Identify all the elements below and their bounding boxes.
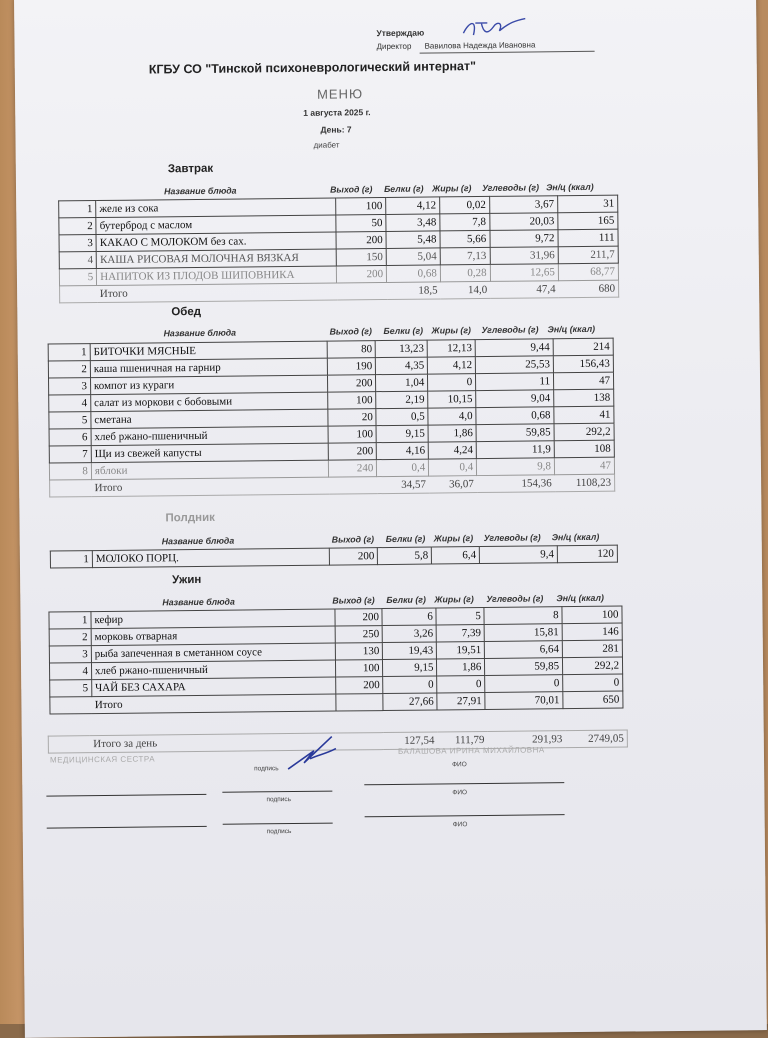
row-number: 5 <box>59 269 96 286</box>
row-number: 4 <box>49 395 91 412</box>
signature-line <box>223 823 333 825</box>
org-title: КГБУ СО "Тинской психоневрологический интернат" <box>148 59 477 77</box>
empty-cell <box>48 736 90 753</box>
day-total-fat: 111,79 <box>437 731 487 749</box>
protein-value: 4,35 <box>376 357 428 375</box>
section-title-snack: Полдник <box>165 511 215 525</box>
output-value: 100 <box>329 426 377 444</box>
carbs-value: 6,64 <box>485 641 563 659</box>
output-value: 200 <box>335 609 383 627</box>
breakfast-table <box>58 195 619 304</box>
protein-value: 0 <box>383 676 437 694</box>
dish-name: каша пшеничная на гарнир <box>90 358 328 377</box>
dish-name: сметана <box>91 409 329 428</box>
carbs-value: 0,68 <box>476 407 554 425</box>
row-number: 3 <box>59 235 96 252</box>
fat-value: 7,13 <box>440 247 490 265</box>
energy-value: 146 <box>562 623 622 641</box>
day-total-energy: 2749,05 <box>565 730 627 748</box>
protein-value: 4,12 <box>386 197 440 215</box>
signature-line <box>47 826 207 829</box>
protein-value: 1,04 <box>376 374 428 392</box>
fat-value: 4,24 <box>428 442 476 460</box>
dish-name: салат из моркови с бобовыми <box>91 392 329 411</box>
carbs-value: 9,4 <box>480 546 558 564</box>
fat-value: 10,15 <box>428 391 476 409</box>
col-output: Выход (г) <box>332 595 375 606</box>
total-fat: 14,0 <box>440 281 490 299</box>
col-carbs: Углеводы (г) <box>486 593 544 604</box>
protein-value: 9,15 <box>383 659 437 677</box>
empty-cell <box>337 282 387 300</box>
fat-value: 7,8 <box>440 213 490 231</box>
total-energy: 650 <box>563 691 623 709</box>
dish-name: желе из сока <box>96 198 336 218</box>
total-fat: 36,07 <box>429 476 477 494</box>
output-value: 20 <box>328 409 376 427</box>
protein-value: 0,4 <box>377 459 429 477</box>
energy-value: 138 <box>554 389 614 407</box>
dish-name: компот из кураги <box>90 375 328 394</box>
output-value: 150 <box>337 249 387 267</box>
sign-label-1: подпись <box>254 765 279 773</box>
fat-value: 0,28 <box>440 264 490 282</box>
snack-table <box>50 545 618 569</box>
total-protein: 34,57 <box>377 476 429 494</box>
carbs-value: 59,85 <box>476 424 554 442</box>
fio-label-2: ФИО <box>452 789 468 797</box>
director-label: Директор <box>376 41 412 52</box>
col-fat: Жиры (г) <box>431 325 471 336</box>
col-energy: Эн/ц (ккал) <box>545 181 594 193</box>
output-value: 200 <box>337 265 387 283</box>
fat-value: 6,4 <box>432 547 480 565</box>
director-line <box>420 51 595 54</box>
energy-value: 68,77 <box>558 263 618 281</box>
empty-cell <box>50 480 92 497</box>
energy-value: 31 <box>558 195 618 213</box>
carbs-value: 11,9 <box>476 441 554 459</box>
carbs-value: 9,72 <box>490 230 558 248</box>
total-carbs: 47,4 <box>490 281 558 299</box>
col-carbs: Углеводы (г) <box>481 182 540 193</box>
dish-name: хлеб ржано-пшеничный <box>91 660 335 680</box>
row-number: 8 <box>49 463 91 480</box>
empty-cell <box>329 477 377 495</box>
dish-name: морковь отварная <box>91 626 335 646</box>
output-value: 200 <box>335 677 383 695</box>
output-value: 200 <box>336 232 386 250</box>
dish-name: кефир <box>91 609 335 629</box>
row-number: 4 <box>49 663 91 680</box>
output-value: 200 <box>329 443 377 461</box>
sign-label-3: подпись <box>266 828 292 836</box>
energy-value: 292,2 <box>563 657 623 675</box>
fat-value: 0 <box>428 374 476 392</box>
protein-value: 5,04 <box>386 248 440 266</box>
fat-value: 0,4 <box>429 459 477 477</box>
energy-value: 111 <box>558 229 618 247</box>
row-number: 1 <box>59 201 96 218</box>
carbs-value: 25,53 <box>476 356 554 374</box>
energy-value: 165 <box>558 212 618 230</box>
row-number: 1 <box>48 344 90 361</box>
col-fat: Жиры (г) <box>431 183 472 194</box>
row-number: 5 <box>50 680 92 697</box>
output-value: 200 <box>328 375 376 393</box>
total-energy: 1108,23 <box>555 474 615 492</box>
approve-label: Утверждаю <box>376 27 425 39</box>
energy-value: 156,43 <box>553 355 613 373</box>
col-energy: Эн/ц (ккал) <box>551 531 600 543</box>
protein-value: 4,16 <box>377 442 429 460</box>
carbs-value: 31,96 <box>490 247 558 265</box>
menu-date: 1 августа 2025 г. <box>303 107 371 118</box>
row-number: 5 <box>49 412 91 429</box>
carbs-value: 59,85 <box>485 658 563 676</box>
row-number: 1 <box>50 551 92 568</box>
row-number: 2 <box>49 629 91 646</box>
col-dish: Название блюда <box>163 327 237 339</box>
empty-cell <box>335 694 383 712</box>
nurse-role: МЕДИЦИНСКАЯ СЕСТРА <box>49 754 156 765</box>
fat-value: 19,51 <box>437 641 485 659</box>
col-output: Выход (г) <box>331 534 375 545</box>
col-dish: Название блюда <box>164 185 237 197</box>
sign-label-2: подпись <box>266 796 292 804</box>
fio-label-3: ФИО <box>452 821 468 829</box>
signature-line <box>365 814 565 817</box>
total-protein: 18,5 <box>387 282 441 300</box>
dish-name: БИТОЧКИ МЯСНЫЕ <box>90 341 328 360</box>
col-fat: Жиры (г) <box>433 533 474 544</box>
carbs-value: 3,67 <box>489 196 557 214</box>
carbs-value: 9,8 <box>477 458 555 476</box>
row-number: 1 <box>49 612 91 629</box>
col-energy: Эн/ц (ккал) <box>547 323 596 335</box>
energy-value: 281 <box>562 640 622 658</box>
energy-value: 120 <box>557 545 617 563</box>
protein-value: 5,48 <box>386 231 440 249</box>
col-dish: Название блюда <box>161 535 235 547</box>
output-value: 100 <box>335 660 383 678</box>
protein-value: 3,26 <box>383 625 437 643</box>
total-protein: 27,66 <box>383 693 437 711</box>
director-signature <box>459 12 539 41</box>
dish-name: КАША РИСОВАЯ МОЛОЧНАЯ ВЯЗКАЯ <box>96 249 336 269</box>
col-carbs: Углеводы (г) <box>483 532 541 543</box>
output-value: 50 <box>336 215 386 233</box>
section-title-breakfast: Завтрак <box>167 162 214 176</box>
row-number: 7 <box>49 446 91 463</box>
protein-value: 9,15 <box>376 425 428 443</box>
total-label: Итого <box>97 283 337 303</box>
total-label: Итого <box>91 477 329 496</box>
protein-value: 19,43 <box>383 642 437 660</box>
col-dish: Название блюда <box>162 596 235 608</box>
dish-name: ЧАЙ БЕЗ САХАРА <box>92 677 336 697</box>
section-title-lunch: Обед <box>171 305 202 319</box>
col-protein: Белки (г) <box>385 533 426 545</box>
carbs-value: 9,04 <box>476 390 554 408</box>
energy-value: 292,2 <box>554 423 614 441</box>
col-energy: Эн/ц (ккал) <box>556 592 604 604</box>
col-protein: Белки (г) <box>383 183 424 195</box>
carbs-value: 0 <box>485 675 563 693</box>
energy-value: 0 <box>563 674 623 692</box>
fat-value: 7,39 <box>436 624 484 642</box>
carbs-value: 8 <box>484 607 562 625</box>
energy-value: 41 <box>554 406 614 424</box>
day-total-protein: 127,54 <box>383 732 437 750</box>
row-number: 2 <box>59 218 96 235</box>
signature-line <box>364 782 564 785</box>
energy-value: 47 <box>554 372 614 390</box>
row-number: 2 <box>48 361 90 378</box>
output-value: 100 <box>328 392 376 410</box>
carbs-value: 11 <box>476 373 554 391</box>
row-number: 4 <box>59 252 96 269</box>
energy-value: 100 <box>562 606 622 624</box>
dish-name: хлеб ржано-пшеничный <box>91 426 329 445</box>
empty-cell <box>60 286 97 303</box>
fat-value: 0,02 <box>440 196 490 214</box>
fat-value: 4,12 <box>428 357 476 375</box>
energy-value: 214 <box>553 338 613 356</box>
output-value: 240 <box>329 460 377 478</box>
lunch-table <box>48 338 616 498</box>
fio-label-1: ФИО <box>452 761 467 769</box>
protein-value: 5,8 <box>378 547 432 565</box>
output-value: 200 <box>330 548 378 566</box>
menu-diet: диабет <box>313 140 340 150</box>
dish-name: МОЛОКО ПОРЦ. <box>92 548 330 567</box>
output-value: 190 <box>328 358 376 376</box>
signature-line <box>222 791 332 793</box>
output-value: 130 <box>335 643 383 661</box>
director-name: Вавилова Надежда Ивановна <box>424 40 536 51</box>
energy-value: 47 <box>554 457 614 475</box>
energy-value: 108 <box>554 440 614 458</box>
protein-value: 3,48 <box>386 214 440 232</box>
dish-name: Щи из свежей капусты <box>91 443 329 462</box>
carbs-value: 12,65 <box>490 264 558 282</box>
protein-value: 6 <box>382 608 436 626</box>
section-title-dinner: Ужин <box>172 573 202 587</box>
fat-value: 5 <box>436 607 484 625</box>
table-row <box>50 545 617 568</box>
col-protein: Белки (г) <box>386 594 426 606</box>
carbs-value: 15,81 <box>484 624 562 642</box>
fat-value: 12,13 <box>427 340 475 358</box>
signature-line <box>46 794 206 797</box>
menu-title: МЕНЮ <box>316 86 364 102</box>
fat-value: 1,86 <box>437 658 485 676</box>
dish-name: КАКАО С МОЛОКОМ без сах. <box>96 232 336 252</box>
col-output: Выход (г) <box>329 326 372 337</box>
dish-name: рыба запеченная в сметанном соусе <box>91 643 335 663</box>
col-output: Выход (г) <box>329 184 373 195</box>
total-label: Итого <box>92 694 336 714</box>
total-carbs: 154,36 <box>477 475 555 493</box>
row-number: 3 <box>49 646 91 663</box>
dish-name: НАПИТОК ИЗ ПЛОДОВ ШИПОВНИКА <box>97 266 337 286</box>
total-fat: 27,91 <box>437 692 485 710</box>
nurse-name: БАЛАШОВА ИРИНА МИХАЙЛОВНА <box>397 745 545 756</box>
fat-value: 5,66 <box>440 230 490 248</box>
menu-day: День: 7 <box>320 124 352 135</box>
carbs-value: 20,03 <box>489 213 557 231</box>
dish-name: бутерброд с маслом <box>96 215 336 235</box>
energy-value: 211,7 <box>558 246 618 264</box>
empty-cell <box>50 697 92 714</box>
row-number: 3 <box>49 378 91 395</box>
fat-value: 0 <box>437 675 485 693</box>
output-value: 100 <box>336 198 386 216</box>
col-carbs: Углеводы (г) <box>481 324 539 336</box>
output-value: 250 <box>335 626 383 644</box>
carbs-value: 9,44 <box>475 339 553 357</box>
protein-value: 2,19 <box>376 391 428 409</box>
total-energy: 680 <box>558 280 618 298</box>
dinner-table <box>48 606 623 715</box>
col-protein: Белки (г) <box>383 325 424 337</box>
col-fat: Жиры (г) <box>434 594 474 605</box>
nurse-signature <box>284 732 344 773</box>
fat-value: 1,86 <box>428 425 476 443</box>
day-total-carbs: 291,93 <box>487 731 565 749</box>
total-carbs: 70,01 <box>485 692 563 710</box>
fat-value: 4,0 <box>428 408 476 426</box>
day-total-label: Итого за день <box>90 733 336 753</box>
protein-value: 0,68 <box>386 265 440 283</box>
output-value: 80 <box>328 341 376 359</box>
menu-document <box>14 0 767 1038</box>
protein-value: 13,23 <box>376 340 428 358</box>
dish-name: яблоки <box>91 460 329 479</box>
row-number: 6 <box>49 429 91 446</box>
protein-value: 0,5 <box>376 408 428 426</box>
